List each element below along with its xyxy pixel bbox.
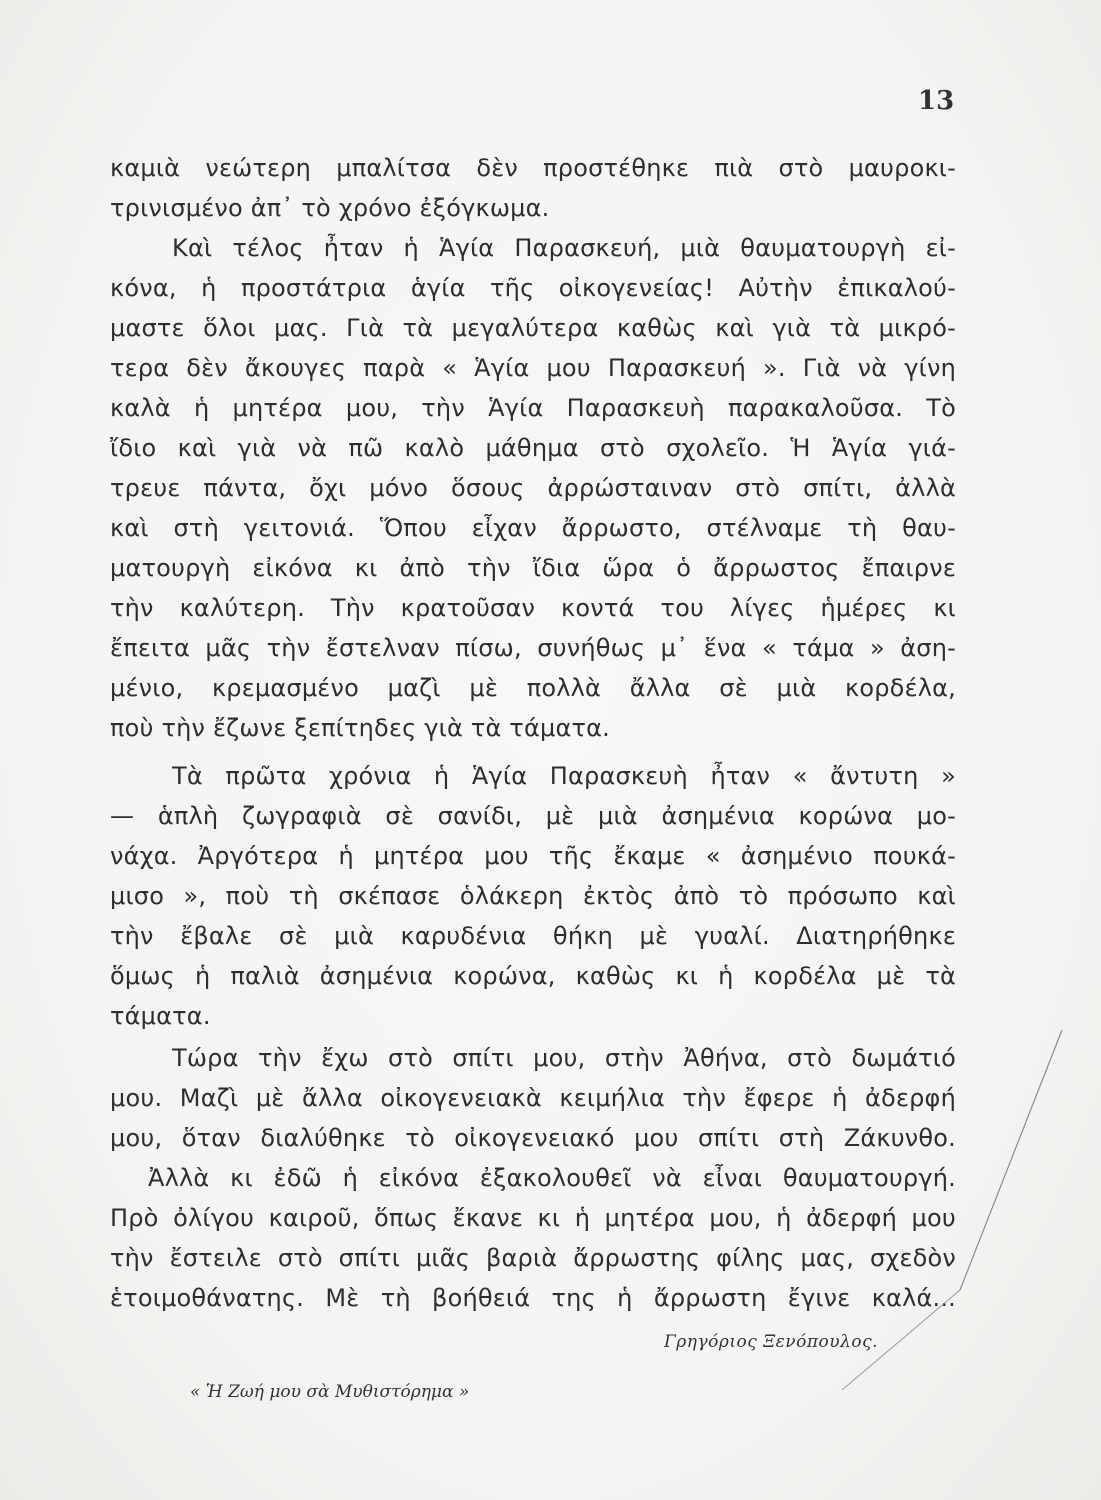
text-line-9: τρευε πάντα, ὄχι μόνο ὅσους ἀρρώσταιναν στὸ σπίτι, ἀλλὰ (110, 474, 956, 502)
text-line-19: μισο », ποὺ τὴ σκέπασε ὁλάκερη ἐκτὸς ἀπὸ τὸ πρόσωπο καὶ (110, 882, 956, 910)
text-line-12: τὴν καλύτερη. Τὴν κρατοῦσαν κοντά του λίγες ἡμέρες κι (110, 594, 956, 622)
text-line-14: μένιο, κρεμασμένο μαζὶ μὲ πολλὰ ἄλλα σὲ μιὰ κορδέλα, (110, 674, 956, 702)
text-line-18: νάχα. Ἀργότερα ἡ μητέρα μου τῆς ἔκαμε « ἀσημένιο πουκά- (110, 842, 956, 870)
text-line-26: Ἀλλὰ κι ἐδῶ ἡ εἰκόνα ἐξακολουθεῖ νὰ εἶναι θαυματουργή. (148, 1164, 956, 1192)
text-line-27: Πρὸ ὀλίγου καιροῦ, ὅπως ἔκανε κι ἡ μητέρα μου, ἡ ἀδερφή μου (110, 1204, 956, 1232)
text-line-4: κόνα, ἡ προστάτρια ἁγία τῆς οἰκογενείας! Αὐτὴν ἐπικαλού- (110, 274, 956, 302)
text-line-3: Καὶ τέλος ἦταν ἡ Ἁγία Παρασκευή, μιὰ θαυματουργὴ εἰ- (172, 234, 956, 262)
text-line-22: τάματα. (110, 1002, 211, 1030)
text-line-29: ἑτοιμοθάνατης. Μὲ τὴ βοήθειά της ἡ ἄρρωστη ἔγινε καλά... (110, 1284, 956, 1312)
text-line-16: Τὰ πρῶτα χρόνια ἡ Ἁγία Παρασκευὴ ἦταν « ἄντυτη » (172, 762, 956, 790)
text-line-28: τὴν ἔστειλε στὸ σπίτι μιᾶς βαριὰ ἄρρωστης φίλης μας, σχεδὸν (110, 1244, 956, 1272)
page-number: 13 (918, 86, 955, 116)
text-line-17: — ἁπλὴ ζωγραφιὰ σὲ σανίδι, μὲ μιὰ ἀσημένια κορώνα μο- (110, 802, 956, 830)
text-line-13: ἔπειτα μᾶς τὴν ἔστελναν πίσω, συνήθως μ᾽ ἕνα « τάμα » ἀση- (110, 634, 956, 662)
author-signature: Γρηγόριος Ξενόπουλος. (664, 1332, 879, 1352)
text-line-2: τρινισμένο ἀπ᾽ τὸ χρόνο ἐξόγκωμα. (110, 194, 550, 222)
text-line-1: καμιὰ νεώτερη μπαλίτσα δὲν προστέθηκε πιὰ στὸ μαυροκι- (110, 154, 956, 182)
text-line-21: ὅμως ἡ παλιὰ ἀσημένια κορώνα, καθὼς κι ἡ κορδέλα μὲ τὰ (110, 962, 956, 990)
text-line-5: μαστε ὅλοι μας. Γιὰ τὰ μεγαλύτερα καθὼς καὶ γιὰ τὰ μικρό- (110, 314, 956, 342)
text-line-25: μου, ὅταν διαλύθηκε τὸ οἰκογενειακό μου σπίτι στὴ Ζάκυνθο. (110, 1124, 956, 1152)
text-line-23: Τώρα τὴν ἔχω στὸ σπίτι μου, στὴν Ἀθήνα, στὸ δωμάτιό (172, 1044, 956, 1072)
text-line-20: τὴν ἔβαλε σὲ μιὰ καρυδένια θήκη μὲ γυαλί. Διατηρήθηκε (110, 922, 956, 950)
text-line-6: τερα δὲν ἄκουγες παρὰ « Ἁγία μου Παρασκευή ». Γιὰ νὰ γίνη (110, 354, 956, 382)
text-line-8: ἴδιο καὶ γιὰ νὰ πῶ καλὸ μάθημα στὸ σχολεῖο. Ἡ Ἁγία γιά- (110, 434, 956, 462)
text-line-11: ματουργὴ εἰκόνα κι ἀπὸ τὴν ἴδια ὥρα ὁ ἄρρωστος ἔπαιρνε (110, 554, 956, 582)
text-line-7: καλὰ ἡ μητέρα μου, τὴν Ἁγία Παρασκευὴ παρακαλοῦσα. Τὸ (110, 394, 956, 422)
text-line-10: καὶ στὴ γειτονιά. Ὅπου εἶχαν ἄρρωστο, στέλναμε τὴ θαυ- (110, 514, 956, 542)
text-line-15: ποὺ τὴν ἔζωνε ξεπίτηδες γιὰ τὰ τάματα. (110, 714, 610, 742)
text-line-24: μου. Μαζὶ μὲ ἄλλα οἰκογενειακὰ κειμήλια τὴν ἔφερε ἡ ἀδερφή (110, 1084, 956, 1112)
source-citation: « Ἡ Ζωή μου σὰ Μυθιστόρημα » (190, 1382, 470, 1402)
